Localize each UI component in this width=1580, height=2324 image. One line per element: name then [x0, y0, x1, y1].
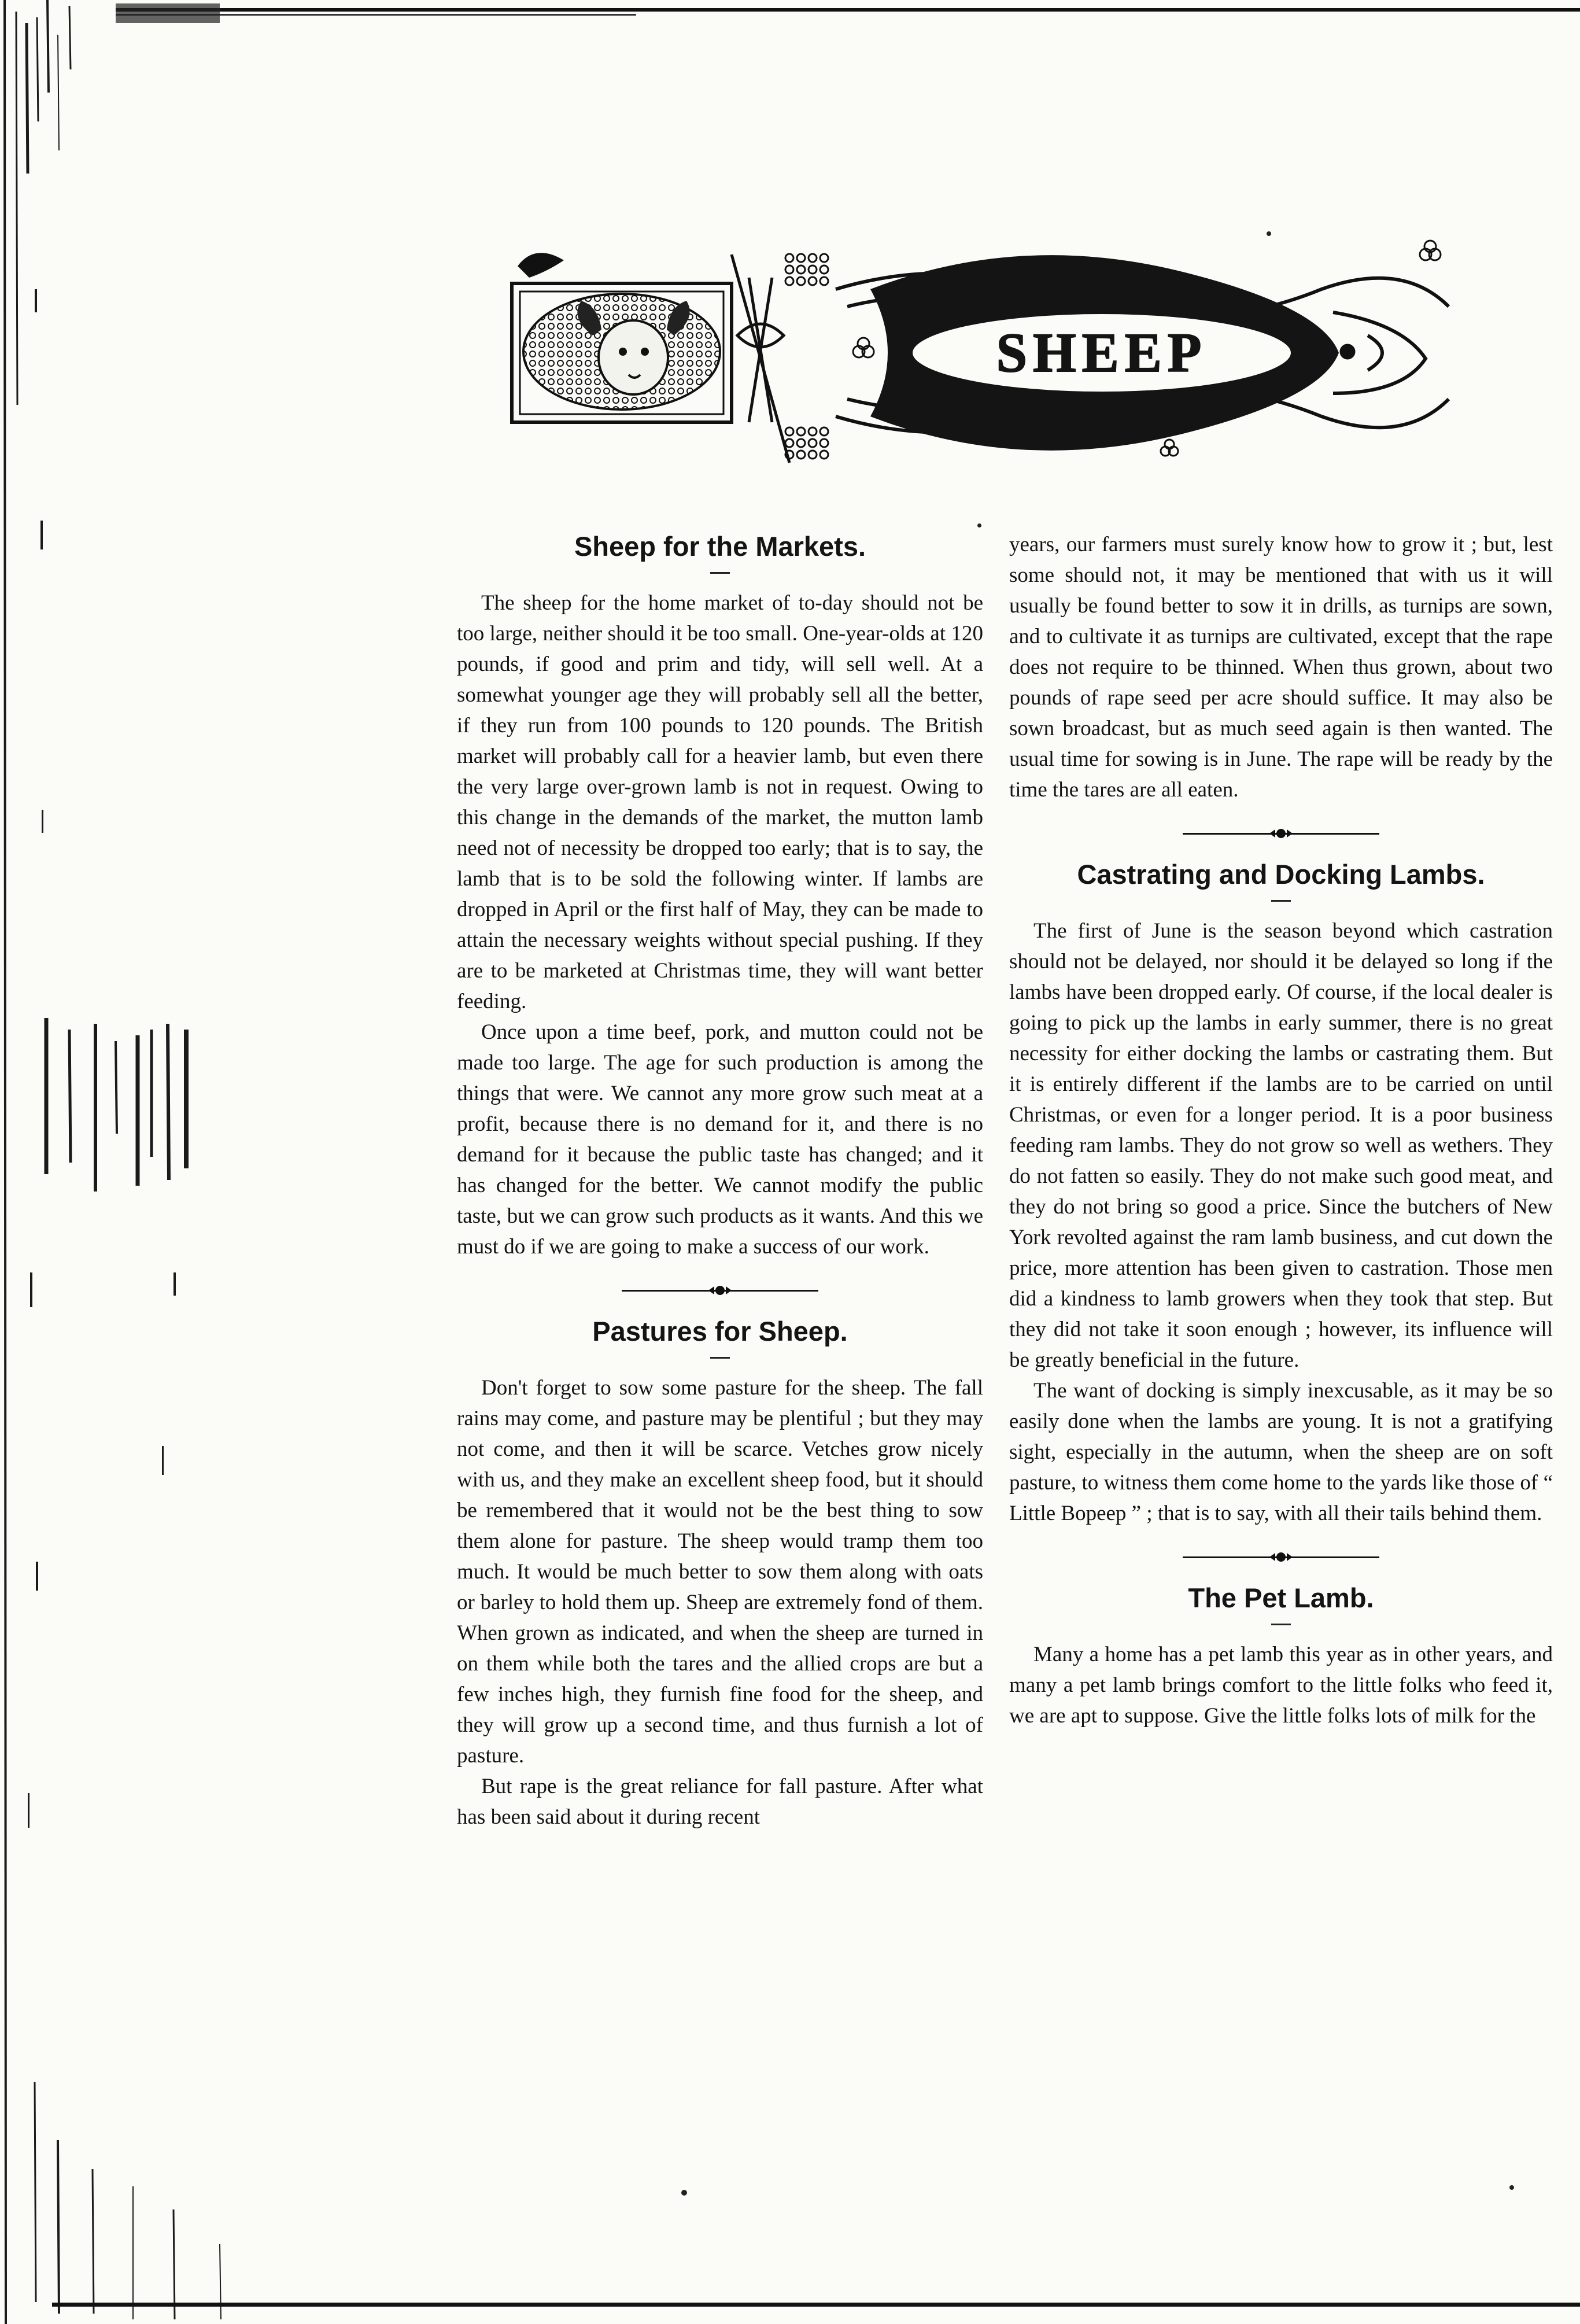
section-divider — [1183, 827, 1379, 840]
article-paragraph: Don't forget to sow some pasture for the sheep. The fall rains may come, and pasture may be plentiful ; but they may not come, and then it will be scarce. Vetches grow nicely with us, and they make an excellent sheep food, but it should be remembered that it would not be the best thing to sow them alone for pasture. The sheep would tramp them too much. It would be much better to sow them along with oats or barley to hold them up. Sheep are extremely fond of them. When grown as indicated, and when the sheep are turned in on them while both the tares and the allied crops are but a few inches high, they furnish fine food for the sheep, and they will grow up a second time, and thus furnish a lot of pasture. — [457, 1376, 983, 1768]
scan-speck — [1509, 2185, 1514, 2190]
scan-speck — [977, 523, 981, 527]
article-paragraph: Once upon a time beef, pork, and mutton could not be made too large. The age for such production is among the things that were. We cannot any more grow such meat at a profit, because there is no demand for it, and there is no demand for it because the public taste has changed; and it has changed for the better. We cannot modify the public taste, but we can grow such products as it wants. And this we must do if we are going to make a success of our work. — [457, 1020, 983, 1259]
article-paragraph: The sheep for the home market of to-day should not be too large, neither should it be too small. One-year-olds at 120 pounds, if good and prim and tidy, will sell well. At a somewhat younger age they will probably sell all the better, if they run from 100 pounds to 120 pounds. The British market will probably call for a heavier lamb, but even there the very large over-grown lamb is not in request. Owing to this change in the demands of the market, the mutton lamb need not of necessity be dropped too early; that is to say, the lamb that is to be sold the following winter. If lambs are dropped in April or the first half of May, they can be made to attain the necessary weights without special pushing. If they are to be marketed at Christmas time, they will want better feeding. — [457, 591, 983, 1013]
banner-title: SHEEP — [996, 322, 1208, 383]
article-paragraph: The want of docking is simply inexcusable, as it may be so easily done when the lambs are young. It is not a gratifying sight, especially in the autumn, when the sheep are on soft pasture, to witness them come home to the yards like those of “ Little Bopeep ” ; that is to say, with all their tails behind them. — [1009, 1379, 1553, 1525]
left-column — [457, 529, 983, 1832]
article-paragraph: The first of June is the season beyond which castration should not be delayed, nor should it be delayed so long if the lambs have been dropped early. Of course, if the local dealer is going to pick up the lambs in early summer, there is no great necessity for either docking the lambs or castrating them. But it is entirely different if the lambs are to be carried on until Christmas, or even for a longer period. It is a poor business feeding ram lambs. They do not grow so well as wethers. They do not fatten so easily. They do not make such good meat, and they do not bring so good a price. Since the butchers of New York revolted against the ram lamb business, and cut down the price, more attention has been given to castration. Those men did a kindness to lamb growers when they took that step. But they did not take it soon enough ; however, its influence will be greatly beneficial in the future. — [1009, 919, 1553, 1372]
article-paragraph: But rape is the great reliance for fall pasture. After what has been said about it during recent — [457, 1775, 983, 1829]
scan-speck — [1267, 231, 1271, 236]
article-title: The Pet Lamb. — [1188, 1582, 1374, 1613]
continued-paragraph: years, our farmers must surely know how to grow it ; but, lest some should not, it may be mentioned that with us it will usually be found better to sow it in drills, as turnips are sown, and to cultivate it as turnips are cultivated, except that the rape does not require to be thinned. When thus grown, about two pounds of rape seed per acre should suffice. It may also be sown broadcast, but as much seed again is then wanted. The usual time for sowing is in June. The rape will be ready by the time the tares are all eaten. — [1009, 533, 1553, 802]
article-title: Castrating and Docking Lambs. — [1077, 859, 1485, 890]
title-dash — [1271, 1624, 1291, 1625]
dot-cluster-bottom — [785, 427, 828, 459]
top-border-rule — [116, 3, 1580, 23]
article-paragraph: Many a home has a pet lamb this year as in other years, and many a pet lamb brings comfort to the little folks who feed it, we are apt to suppose. Give the little folks lots of milk for the — [1009, 1643, 1553, 1728]
right-column — [1009, 529, 1553, 1731]
sheep-illustration — [512, 253, 732, 422]
scan-edge-artifacts — [0, 0, 266, 2324]
sheep-banner — [500, 220, 1472, 486]
title-dash — [1271, 900, 1291, 902]
ribbon-ornament — [732, 254, 789, 463]
title-dash — [710, 572, 730, 574]
scan-speck — [681, 2190, 687, 2196]
title-dash — [710, 1357, 730, 1359]
section-divider — [622, 1284, 818, 1297]
article-title: Sheep for the Markets. — [574, 531, 866, 562]
bottom-border-rule — [52, 2299, 1580, 2312]
section-divider — [1183, 1551, 1379, 1563]
article-title: Pastures for Sheep. — [592, 1316, 848, 1347]
dot-cluster-top — [785, 254, 828, 285]
